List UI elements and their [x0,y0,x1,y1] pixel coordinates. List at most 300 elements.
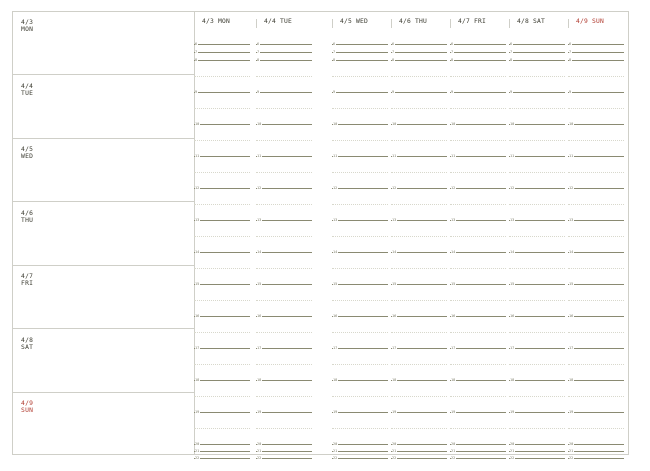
hour-label: 12 [195,186,200,190]
hour-label: 9 [392,90,395,94]
hour-line [568,316,624,317]
hour-label: 19 [510,410,515,414]
hour-line [509,444,565,445]
half-hour-line [568,364,624,365]
hour-label: 10 [569,122,574,126]
column-header [256,12,315,31]
hour-label: 8 [392,58,395,62]
half-hour-line [194,172,250,173]
hour-label: 20 [510,442,515,446]
half-hour-line [450,236,506,237]
header-divider [509,19,510,28]
hour-label: 19 [195,410,200,414]
half-hour-line [332,396,388,397]
hour-line [256,124,312,125]
day-column[interactable] [332,12,391,460]
hour-line [509,124,565,125]
half-hour-line [450,140,506,141]
hour-label: 6 [257,42,260,46]
hour-line [256,220,312,221]
half-hour-line [509,396,565,397]
hour-line [256,284,312,285]
hour-label: 16 [195,314,200,318]
hour-label: 17 [392,346,397,350]
hour-label: 11 [195,154,200,158]
hour-line [509,451,565,452]
half-hour-line [194,108,250,109]
hour-line [332,412,388,413]
hour-label: 7 [195,50,198,54]
hour-label: 17 [451,346,456,350]
hour-line [450,412,506,413]
hour-label: 9 [195,90,198,94]
hour-label: 22 [569,456,574,460]
half-hour-line [194,396,250,397]
hour-label: 20 [195,442,200,446]
hour-line [568,156,624,157]
half-hour-line [568,236,624,237]
half-hour-line [332,76,388,77]
column-header-label: 4/6 THU [399,18,427,25]
hour-line [256,348,312,349]
column-header [568,12,627,31]
hour-label: 12 [569,186,574,190]
hour-line [194,458,250,459]
day-label [21,19,33,33]
day-date: 4/4 [21,82,34,90]
half-hour-line [332,332,388,333]
half-hour-line [391,268,447,269]
hour-line [509,92,565,93]
hour-line [568,451,624,452]
half-hour-line [509,300,565,301]
hour-label: 8 [451,58,454,62]
half-hour-line [509,268,565,269]
hour-label: 19 [392,410,397,414]
hour-line [391,252,447,253]
hour-line [450,316,506,317]
day-label [21,210,33,224]
hour-line [194,284,250,285]
hour-line [256,156,312,157]
hour-line [509,252,565,253]
hour-line [568,92,624,93]
half-hour-line [450,332,506,333]
hour-label: 7 [333,50,336,54]
hour-label: 19 [569,410,574,414]
half-hour-line [332,140,388,141]
hour-line [332,92,388,93]
hour-line [194,444,250,445]
half-hour-line [194,204,250,205]
half-hour-line [509,364,565,365]
hour-label: 12 [333,186,338,190]
hour-line [450,44,506,45]
hour-line [194,220,250,221]
hour-label: 17 [569,346,574,350]
hour-label: 13 [333,218,338,222]
hour-label: 8 [569,58,572,62]
hour-label: 15 [195,282,200,286]
day-of-week: SUN [21,407,34,414]
hour-label: 10 [195,122,200,126]
half-hour-line [568,300,624,301]
hour-label: 7 [392,50,395,54]
hour-label: 18 [451,378,456,382]
hour-line [194,380,250,381]
hour-label: 22 [257,456,262,460]
hour-line [332,284,388,285]
hour-label: 16 [510,314,515,318]
half-hour-line [450,300,506,301]
hour-line [391,284,447,285]
hour-line [332,444,388,445]
half-hour-line [450,396,506,397]
hour-line [194,188,250,189]
hour-label: 16 [569,314,574,318]
hour-line [256,451,312,452]
hour-line [509,52,565,53]
hour-line [391,316,447,317]
hour-label: 9 [333,90,336,94]
hour-line [450,156,506,157]
hour-line [256,92,312,93]
hour-line [450,444,506,445]
day-column[interactable] [450,12,509,460]
hour-line [194,451,250,452]
half-hour-line [509,76,565,77]
day-column[interactable] [256,12,315,460]
half-hour-line [194,332,250,333]
day-date: 4/6 [21,209,34,217]
day-column[interactable] [568,12,627,460]
day-label [21,273,33,287]
half-hour-line [450,172,506,173]
column-header [332,12,391,31]
day-column[interactable] [194,12,253,460]
half-hour-line [568,172,624,173]
hour-label: 8 [195,58,198,62]
half-hour-line [391,140,447,141]
half-hour-line [256,108,312,109]
half-hour-line [509,236,565,237]
hour-line [509,380,565,381]
hour-label: 10 [392,122,397,126]
hour-label: 21 [510,449,515,453]
hour-label: 20 [333,442,338,446]
half-hour-line [391,364,447,365]
hour-line [509,156,565,157]
half-hour-line [256,140,312,141]
half-hour-line [568,268,624,269]
hour-label: 11 [392,154,397,158]
half-hour-line [568,428,624,429]
half-hour-line [450,204,506,205]
half-hour-line [391,300,447,301]
day-date: 4/9 [21,400,34,407]
hour-line [391,220,447,221]
hour-line [194,316,250,317]
hour-line [256,316,312,317]
hour-label: 7 [569,50,572,54]
day-label [21,83,33,97]
hour-label: 16 [451,314,456,318]
hour-label: 20 [569,442,574,446]
hour-line [450,188,506,189]
hour-label: 13 [195,218,200,222]
hour-line [256,444,312,445]
hour-label: 20 [451,442,456,446]
hour-line [391,52,447,53]
half-hour-line [256,300,312,301]
hour-line [450,92,506,93]
hour-label: 17 [257,346,262,350]
column-header-label: 4/9 SUN [576,18,604,25]
half-hour-line [256,268,312,269]
hour-label: 21 [392,449,397,453]
day-notes-cell[interactable] [13,139,194,202]
day-of-week: SAT [21,343,34,351]
hour-line [256,188,312,189]
half-hour-line [568,108,624,109]
hour-label: 11 [569,154,574,158]
half-hour-line [450,428,506,429]
hour-line [332,156,388,157]
half-hour-line [194,428,250,429]
day-notes-cell[interactable] [13,266,194,329]
hour-label: 21 [569,449,574,453]
day-notes-cell[interactable] [13,76,194,139]
half-hour-line [509,332,565,333]
hour-label: 9 [569,90,572,94]
hour-label: 16 [392,314,397,318]
half-hour-line [256,76,312,77]
hour-label: 22 [195,456,200,460]
hour-line [509,458,565,459]
column-header [509,12,568,31]
hour-label: 18 [333,378,338,382]
column-header [391,12,450,31]
hour-line [332,252,388,253]
hour-line [256,252,312,253]
day-of-week: TUE [21,89,34,97]
hour-label: 6 [392,42,395,46]
hour-label: 19 [333,410,338,414]
half-hour-line [450,108,506,109]
day-notes-cell[interactable] [13,330,194,393]
hour-label: 13 [510,218,515,222]
hour-line [256,380,312,381]
hour-line [509,316,565,317]
hour-line [194,52,250,53]
hour-label: 20 [392,442,397,446]
hour-label: 9 [451,90,454,94]
hour-label: 6 [569,42,572,46]
half-hour-line [568,396,624,397]
hour-line [332,124,388,125]
hour-label: 15 [451,282,456,286]
hour-line [391,458,447,459]
hour-line [391,412,447,413]
hour-line [391,60,447,61]
hour-line [568,124,624,125]
hour-line [450,124,506,125]
hour-label: 22 [333,456,338,460]
hour-label: 21 [333,449,338,453]
hour-line [256,44,312,45]
hour-label: 21 [451,449,456,453]
half-hour-line [332,428,388,429]
hour-line [509,44,565,45]
hour-label: 18 [257,378,262,382]
hour-line [509,188,565,189]
hour-line [332,220,388,221]
half-hour-line [450,364,506,365]
hour-line [332,380,388,381]
half-hour-line [194,236,250,237]
half-hour-line [391,172,447,173]
hour-line [509,284,565,285]
hour-label: 7 [257,50,260,54]
hour-label: 22 [510,456,515,460]
header-divider [194,19,195,28]
half-hour-line [391,108,447,109]
hour-label: 11 [257,154,262,158]
day-date: 4/8 [21,336,34,344]
hour-label: 6 [195,42,198,46]
hour-line [450,52,506,53]
hour-line [256,458,312,459]
hour-label: 21 [195,449,200,453]
header-divider [256,19,257,28]
half-hour-line [391,396,447,397]
hour-line [256,60,312,61]
hour-line [332,458,388,459]
hour-line [194,92,250,93]
column-header [450,12,509,31]
day-notes-cell[interactable] [13,393,194,456]
day-column[interactable] [391,12,450,460]
hour-label: 14 [451,250,456,254]
hour-label: 17 [510,346,515,350]
day-date: 4/3 [21,19,34,26]
hour-label: 12 [451,186,456,190]
hour-line [332,60,388,61]
hour-label: 9 [510,90,513,94]
column-header-label: 4/7 FRI [458,18,486,25]
hour-label: 19 [257,410,262,414]
hour-label: 16 [333,314,338,318]
hour-label: 13 [451,218,456,222]
hour-label: 14 [257,250,262,254]
hour-label: 15 [392,282,397,286]
hour-line [391,124,447,125]
half-hour-line [256,396,312,397]
day-notes-cell[interactable] [13,12,194,75]
hour-line [194,124,250,125]
hour-line [194,44,250,45]
half-hour-line [509,204,565,205]
day-column[interactable] [509,12,568,460]
hour-line [450,60,506,61]
hour-label: 22 [392,456,397,460]
hour-line [450,348,506,349]
column-header-label: 4/5 WED [340,18,368,25]
half-hour-line [391,236,447,237]
hour-label: 22 [451,456,456,460]
header-divider [450,19,451,28]
half-hour-line [332,172,388,173]
hour-line [332,188,388,189]
hour-label: 12 [257,186,262,190]
hour-line [568,188,624,189]
day-of-week: WED [21,153,34,160]
half-hour-line [332,204,388,205]
half-hour-line [509,108,565,109]
hour-label: 16 [257,314,262,318]
header-divider [391,19,392,28]
half-hour-line [332,108,388,109]
half-hour-line [568,332,624,333]
half-hour-line [568,76,624,77]
hour-label: 19 [451,410,456,414]
hour-line [568,348,624,349]
half-hour-line [194,364,250,365]
hour-label: 17 [333,346,338,350]
hour-label: 7 [510,50,513,54]
timetable-grid [194,12,628,460]
hour-line [194,348,250,349]
header-divider [568,19,569,28]
hour-label: 18 [510,378,515,382]
hour-label: 6 [333,42,336,46]
hour-line [391,380,447,381]
hour-label: 6 [510,42,513,46]
half-hour-line [391,204,447,205]
hour-line [256,412,312,413]
hour-line [509,348,565,349]
hour-line [450,458,506,459]
half-hour-line [194,140,250,141]
half-hour-line [568,140,624,141]
half-hour-line [332,300,388,301]
day-notes-cell[interactable] [13,203,194,266]
hour-label: 20 [257,442,262,446]
header-divider [332,19,333,28]
hour-label: 10 [333,122,338,126]
column-header [194,12,253,31]
hour-label: 17 [195,346,200,350]
hour-label: 15 [510,282,515,286]
day-of-week: MON [21,26,34,33]
hour-line [568,412,624,413]
hour-line [450,451,506,452]
hour-label: 8 [510,58,513,62]
hour-line [256,52,312,53]
hour-label: 11 [451,154,456,158]
weekly-planner-page [12,11,629,460]
hour-line [391,348,447,349]
hour-line [450,380,506,381]
hour-label: 13 [257,218,262,222]
hour-line [509,412,565,413]
hour-line [568,284,624,285]
hour-line [568,458,624,459]
day-of-week: FRI [21,280,34,287]
half-hour-line [332,236,388,237]
half-hour-line [509,172,565,173]
half-hour-line [568,204,624,205]
